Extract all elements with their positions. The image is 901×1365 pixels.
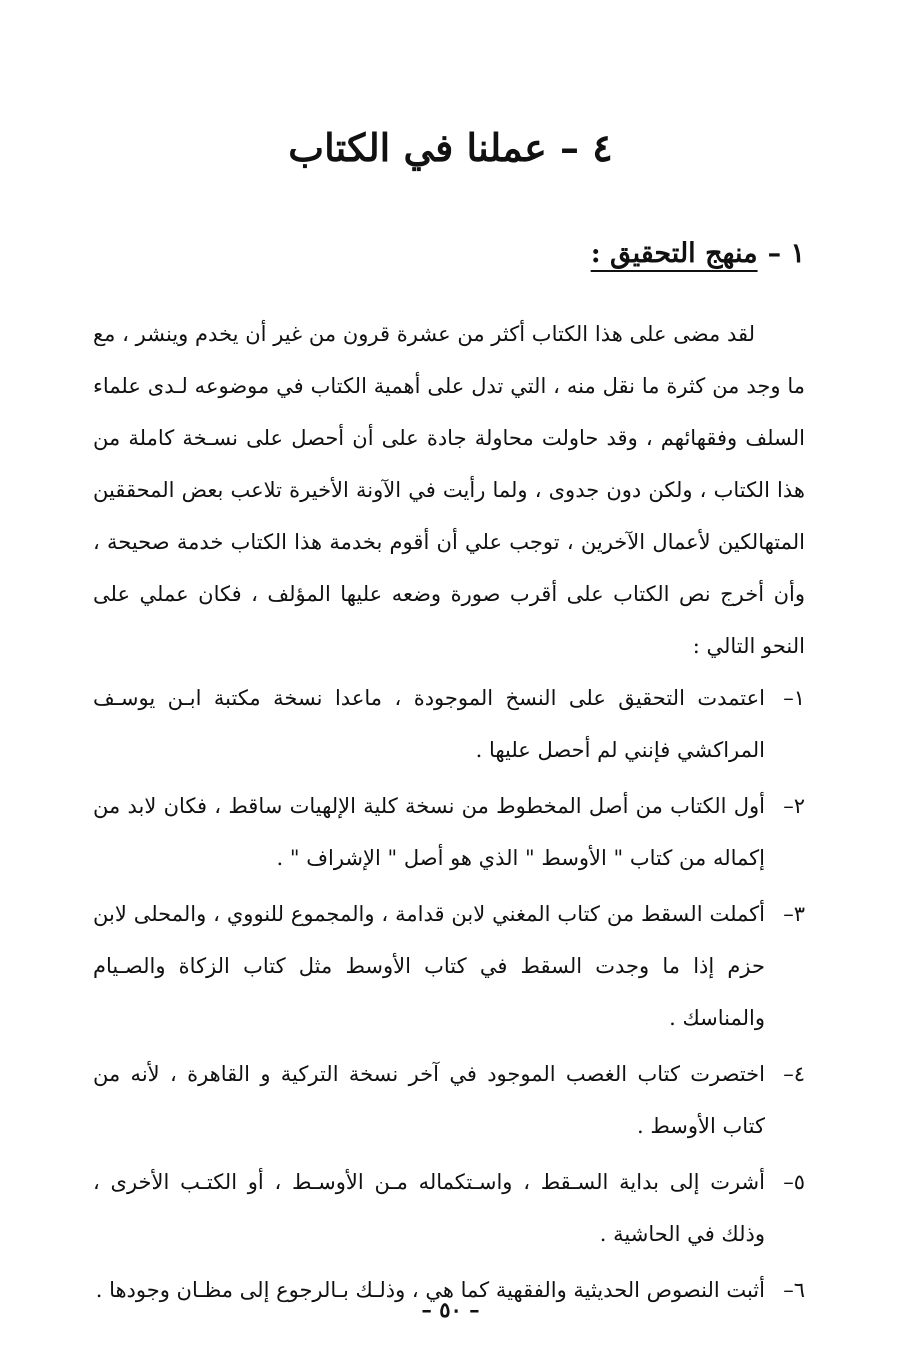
list-item-text: أثبت النصوص الحديثية والفقهية كما هي ، وذلـك بـالرجوع إلى مظـان وجودها . [95,1278,765,1302]
list-item-number: ٦– [783,1278,805,1302]
section-number: ١ – [767,238,805,269]
list-item [93,888,805,1044]
list-item [93,672,805,776]
list-item-number: ١– [783,686,805,710]
list-item-text: أول الكتاب من أصل المخطوط من نسخة كلية الإلهيات ساقط ، فكان لابد من إكماله من كتاب " الأوسط " الذي هو أصل " الإشراف " . [93,794,765,870]
list-item [93,780,805,884]
list-item [93,1048,805,1152]
chapter-title: ٤ – عملنا في الكتاب [288,125,613,170]
list-item-text: أشرت إلى بداية السـقط ، واسـتكماله مـن الأوسـط ، أو الكتـب الأخرى ، وذلك في الحاشية . [93,1170,765,1246]
list-item-text: اختصرت كتاب الغصب الموجود في آخر نسخة التركية و القاهرة ، لأنه من كتاب الأوسط . [93,1062,765,1138]
list-item [93,1156,805,1260]
list-item-text: أكملت السقط من كتاب المغني لابن قدامة ، والمجموع للنووي ، والمحلى لابن حزم إذا ما وجدت السقط في كتاب الأوسط مثل كتاب الزكاة والصـيام والمناسك . [93,902,765,1030]
section-heading [591,232,805,276]
list-item-number: ٣– [783,902,805,926]
list-item-number: ٥– [783,1170,805,1194]
list-item-number: ٤– [783,1062,805,1086]
list-item-number: ٢– [783,794,805,818]
list-item-text: اعتمدت التحقيق على النسخ الموجودة ، ماعدا نسخة مكتبة ابـن يوسـف المراكشي فإنني لم أحصل عليها . [93,686,765,762]
intro-paragraph: لقد مضى على هذا الكتاب أكثر من عشرة قرون من غير أن يخدم وينشر ، مع ما وجد من كثرة ما نقل منه ، التي تدل على أهمية الكتاب في موضوعه لـدى علماء السلف وفقهائهم ، وقد حاولت محاولة جادة على أن أحصل على نسـخة كاملة من هذا الكتاب ، ولكن دون جدوى ، ولما رأيت في الآونة الأخيرة تلاعب بعض المحققين المتهالكين لأعمال الآخرين ، توجب علي أن أقوم بخدمة هذا الكتاب خدمة صحيحة ، وأن أخرج نص الكتاب على أقرب صورة وضعه عليها المؤلف ، فكان عملي على النحو التالي : [93,322,805,658]
section-title: منهج التحقيق : [590,238,758,269]
methodology-list [93,672,805,1316]
page-body [93,308,805,1320]
page-number: – ٥٠ – [421,1297,480,1322]
